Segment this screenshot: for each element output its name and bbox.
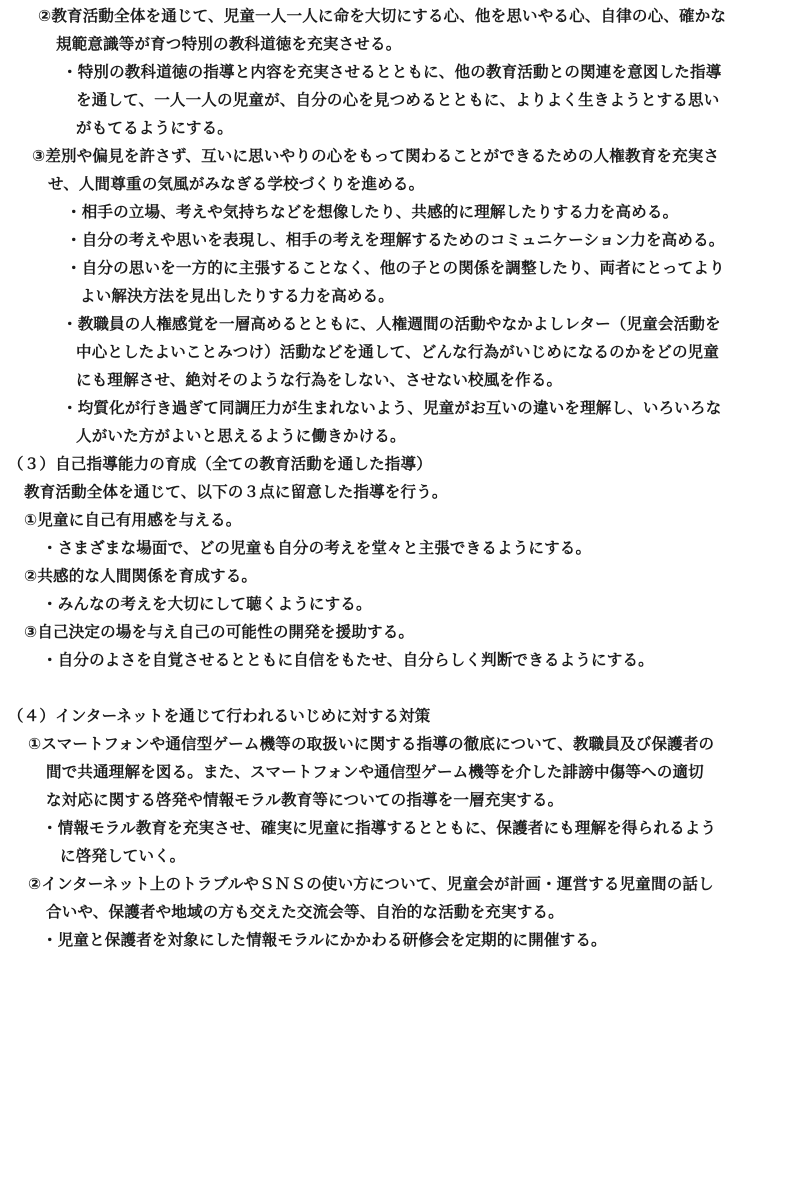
text-line: 中心としたよいことみつけ）活動などを通して、どんな行為がいじめになるのかをどの児童 <box>76 343 720 361</box>
text-line: ・自分の思いを一方的に主張することなく、他の子との関係を調整したり、両者にとってより <box>66 259 725 277</box>
text-line: 規範意識等が育つ特別の教科道徳を充実させる。 <box>56 35 402 53</box>
text-line: ・自分のよさを自覚させるとともに自信をもたせ、自分らしく判断できるようにする。 <box>42 651 654 669</box>
text-line: ②教育活動全体を通じて、児童一人一人に命を大切にする心、他を思いやる心、自律の心、確かな <box>38 7 727 25</box>
text-line: ・情報モラル教育を充実させ、確実に児童に指導するとともに、保護者にも理解を得られるよう <box>42 819 717 837</box>
text-line: よい解決方法を見出したりする力を高める。 <box>80 287 395 305</box>
text-line: がもてるようにする。 <box>76 119 234 137</box>
text-line: ③差別や偏見を許さず、互いに思いやりの心をもって関わることができるための人権教育を充実さ <box>32 147 720 165</box>
text-line: 人がいた方がよいと思えるように働きかける。 <box>76 427 406 445</box>
text-line: ①児童に自己有用感を与える。 <box>24 511 242 529</box>
text-line: 合いや、保護者や地域の方も交えた交流会等、自治的な活動を充実する。 <box>46 903 564 921</box>
text-line: ・みんなの考えを大切にして聴くようにする。 <box>42 595 372 613</box>
text-line: 教育活動全体を通じて、以下の３点に留意した指導を行う。 <box>24 483 448 501</box>
section-heading: （４）インターネットを通じて行われるいじめに対する対策 <box>8 707 431 725</box>
text-line: せ、人間尊重の気風がみなぎる学校づくりを進める。 <box>48 175 425 193</box>
text-line: ・相手の立場、考えや気持ちなどを想像したり、共感的に理解したりする力を高める。 <box>66 203 679 221</box>
text-line: ②インターネット上のトラブルやＳＮＳの使い方について、児童会が計画・運営する児童間の話し <box>28 875 714 893</box>
text-line: 間で共通理解を図る。また、スマートフォンや通信型ゲーム機等を介した誹謗中傷等への適切 <box>46 763 704 781</box>
text-line: ・自分の考えや思いを表現し、相手の考えを理解するためのコミュニケーション力を高める。 <box>66 231 725 249</box>
text-line: を通して、一人一人の児童が、自分の心を見つめるとともに、よりよく生きようとする思い <box>76 91 720 109</box>
text-line: ・特別の教科道徳の指導と内容を充実させるとともに、他の教育活動との関連を意図した指導 <box>62 63 722 81</box>
text-line: ②共感的な人間関係を育成する。 <box>24 567 258 585</box>
text-line: ・さまざまな場面で、どの児童も自分の考えを堂々と主張できるようにする。 <box>42 539 592 557</box>
text-line: な対応に関する啓発や情報モラル教育等についての指導を一層充実する。 <box>46 791 564 809</box>
text-line: ③自己決定の場を与え自己の可能性の開発を援助する。 <box>24 623 415 641</box>
text-line: にも理解させ、絶対そのような行為をしない、させない校風を作る。 <box>76 371 563 389</box>
text-line: に啓発していく。 <box>60 847 186 865</box>
text-line: ・児童と保護者を対象にした情報モラルにかかわる研修会を定期的に開催する。 <box>42 931 607 949</box>
text-line: ・教職員の人権感覚を一層高めるとともに、人権週間の活動やなかよしレター（児童会活動を <box>62 315 721 333</box>
text-line: ①スマートフォンや通信型ゲーム機等の取扱いに関する指導の徹底について、教職員及び保護者の <box>28 735 715 753</box>
text-line: ・均質化が行き過ぎて同調圧力が生まれないよう、児童がお互いの違いを理解し、いろいろな <box>62 399 722 417</box>
section-heading: （３）自己指導能力の育成（全ての教育活動を通した指導） <box>8 455 432 473</box>
